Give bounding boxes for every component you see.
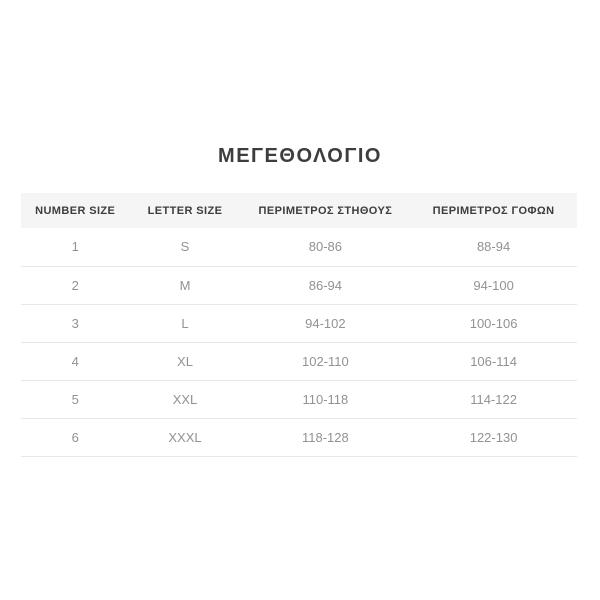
table-cell: 102-110 — [241, 342, 411, 380]
table-cell: 94-100 — [410, 266, 577, 304]
table-cell: 94-102 — [241, 304, 411, 342]
table-cell: 5 — [21, 380, 129, 418]
table-cell: 100-106 — [410, 304, 577, 342]
size-table-body — [21, 228, 577, 456]
table-cell: 114-122 — [410, 380, 577, 418]
table-row — [21, 266, 577, 304]
table-cell: 118-128 — [241, 418, 411, 456]
table-cell: 1 — [21, 228, 129, 266]
table-cell: 2 — [21, 266, 129, 304]
table-cell: L — [129, 304, 240, 342]
table-cell: 88-94 — [410, 228, 577, 266]
table-cell: XXL — [129, 380, 240, 418]
column-header-chest-circumference: ΠΕΡΙΜΕΤΡΟΣ ΣΤΗΘΟΥΣ — [241, 193, 411, 228]
table-row — [21, 418, 577, 456]
table-cell: 86-94 — [241, 266, 411, 304]
column-header-number-size: NUMBER SIZE — [21, 193, 129, 228]
column-header-letter-size: LETTER SIZE — [129, 193, 240, 228]
table-row — [21, 228, 577, 266]
size-table-container — [21, 193, 577, 457]
table-row — [21, 342, 577, 380]
table-cell: 3 — [21, 304, 129, 342]
table-row — [21, 304, 577, 342]
table-row — [21, 380, 577, 418]
table-cell: M — [129, 266, 240, 304]
table-cell: 106-114 — [410, 342, 577, 380]
table-cell: 122-130 — [410, 418, 577, 456]
size-table-header — [21, 193, 577, 228]
size-table — [21, 193, 577, 457]
table-cell: XXXL — [129, 418, 240, 456]
header-row — [21, 193, 577, 228]
column-header-hip-circumference: ΠΕΡΙΜΕΤΡΟΣ ΓΟΦΩΝ — [410, 193, 577, 228]
table-cell: XL — [129, 342, 240, 380]
table-cell: 110-118 — [241, 380, 411, 418]
table-cell: S — [129, 228, 240, 266]
table-cell: 80-86 — [241, 228, 411, 266]
page-title: ΜΕΓΕΘΟΛΟΓΙΟ — [218, 145, 382, 167]
table-cell: 6 — [21, 418, 129, 456]
table-cell: 4 — [21, 342, 129, 380]
